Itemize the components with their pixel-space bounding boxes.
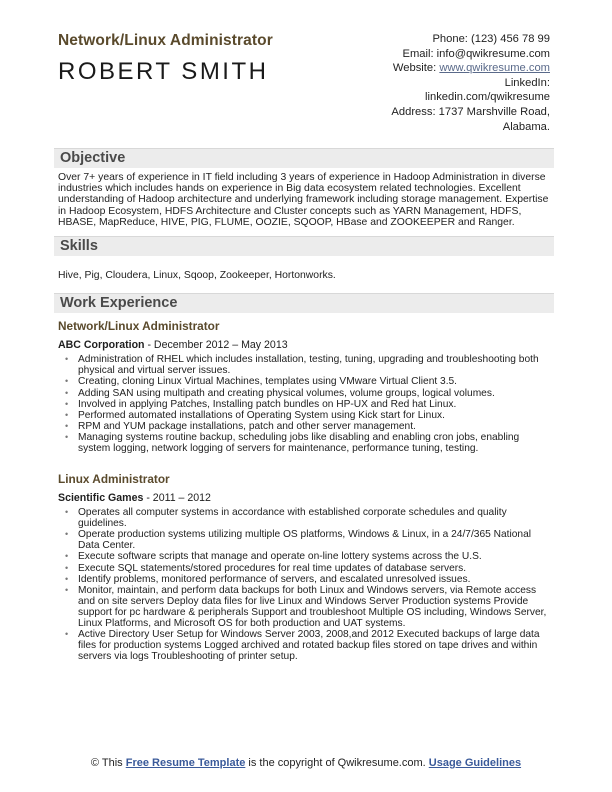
duty-text: Monitor, maintain, and perform data backups for both Linux and Windows servers, via Remote access and on site servers Deploy data files for live Linux and Windows Server Production systems Provide support for pc hardware & peripherals Support and troubleshoot Multiple OS including, Windows Server, Linux Platforms, and Microsoft OS for both production and UAT systems. bbox=[78, 584, 547, 629]
bullet-icon: • bbox=[65, 529, 69, 540]
free-resume-template-link[interactable]: Free Resume Template bbox=[125, 757, 246, 769]
duty-item bbox=[65, 573, 554, 585]
bullet-icon: • bbox=[65, 584, 69, 595]
contact-phone: Phone: (123) 456 78 99 bbox=[432, 33, 550, 45]
contact-linkedin-url[interactable]: linkedin.com/qwikresume bbox=[425, 91, 550, 104]
bullet-icon: • bbox=[65, 387, 69, 398]
company-line bbox=[58, 492, 554, 504]
objective-heading: Objective bbox=[54, 148, 554, 168]
objective-text: Over 7+ years of experience in IT field including 3 years of experience in Hadoop Administration in diverse industries which includes hands on experience in Big data ecosystem related technologies. Excellent understanding of Hadoop architecture and underlying framework including storage management. Expertise in Hadoop Ecosystem, HDFS Architecture and Cluster concepts such as YARN Management, HDFS, HBASE, MapReduce, HIVE, PIG, FLUME, OOZIE, SQOOP, HBase and ZOOKEEPER and Ranger. bbox=[58, 172, 549, 228]
employment-dates: - December 2012 – May 2013 bbox=[144, 339, 288, 352]
footer-middle: is the copyright of Qwikresume.com. bbox=[245, 757, 429, 769]
employment-dates: - 2011 – 2012 bbox=[143, 492, 211, 505]
skills-section bbox=[58, 236, 554, 281]
duty-text: RPM and YUM package installations, patch and other server management. bbox=[78, 420, 416, 432]
bullet-icon: • bbox=[65, 629, 69, 640]
duty-list bbox=[58, 507, 554, 662]
bullet-icon: • bbox=[65, 354, 69, 365]
duty-item bbox=[65, 409, 554, 421]
contact-block bbox=[340, 32, 550, 134]
website-label: Website: bbox=[392, 62, 440, 75]
duty-item bbox=[65, 529, 554, 552]
resume-page bbox=[58, 30, 554, 662]
company-name: Scientific Games bbox=[58, 492, 144, 505]
contact-linkedin-label: LinkedIn: bbox=[504, 76, 550, 89]
duty-text: Administration of RHEL which includes installation, testing, tuning, upgrading and troubleshooting both physical and virtual server issues. bbox=[78, 354, 539, 377]
job-entry bbox=[58, 319, 554, 454]
website-link[interactable]: www.qwikresume.com bbox=[439, 62, 550, 75]
bullet-icon: • bbox=[65, 562, 69, 573]
bullet-icon: • bbox=[65, 573, 69, 584]
bullet-icon: • bbox=[65, 409, 69, 420]
duty-item bbox=[65, 354, 554, 377]
duty-text: Managing systems routine backup, scheduling jobs like disabling and enabling cron jobs, enabling system logging, network logging of servers for maintenance, performance tuning, testing. bbox=[78, 431, 520, 454]
job-entry bbox=[58, 472, 554, 662]
company-line bbox=[58, 339, 554, 351]
skills-heading: Skills bbox=[54, 236, 554, 256]
duty-item bbox=[65, 562, 554, 574]
objective-section bbox=[58, 148, 554, 228]
usage-guidelines-link[interactable]: Usage Guidelines bbox=[428, 757, 522, 769]
bullet-icon: • bbox=[65, 376, 69, 387]
duty-text: Adding SAN using multipath and creating physical volumes, volume groups, logical volumes. bbox=[78, 387, 495, 399]
duty-text: Creating, cloning Linux Virtual Machines, templates using VMware Virtual Client 3.5. bbox=[78, 376, 458, 388]
duty-text: Performed automated installations of Operating System using Kick start for Linux. bbox=[78, 409, 445, 421]
work-experience-section bbox=[58, 293, 554, 662]
copyright-footer bbox=[58, 757, 554, 770]
duty-text: Operate production systems utilizing multiple OS platforms, Windows & Linux, in a 24/7/365 National Data Center. bbox=[78, 529, 531, 552]
work-experience-heading: Work Experience bbox=[54, 293, 554, 313]
role-title: Linux Administrator bbox=[58, 472, 170, 487]
company-name: ABC Corporation bbox=[58, 339, 145, 352]
duty-text: Operates all computer systems in accordance with established corporate schedules and quality guidelines. bbox=[78, 507, 507, 530]
role-title: Network/Linux Administrator bbox=[58, 319, 220, 334]
job-title: Network/Linux Administrator bbox=[58, 32, 273, 49]
duty-item bbox=[65, 584, 554, 629]
duty-list bbox=[58, 354, 554, 454]
footer-prefix: © This bbox=[90, 757, 126, 769]
contact-address: Address: 1737 Marshville Road, bbox=[391, 105, 550, 118]
duty-text: Active Directory User Setup for Windows Server 2003, 2008,and 2012 Executed backups of large data files for production systems Logged archived and rotated backup files stored on tape drives and within servers via logs Troubleshooting of printer setup. bbox=[78, 629, 540, 663]
contact-address-state: Alabama. bbox=[502, 120, 550, 133]
duty-item bbox=[65, 376, 554, 388]
candidate-name: ROBERT SMITH bbox=[58, 58, 269, 85]
duty-item bbox=[65, 387, 554, 399]
bullet-icon: • bbox=[65, 507, 69, 518]
duty-item bbox=[65, 507, 554, 530]
duty-item bbox=[65, 551, 554, 563]
duty-item bbox=[65, 431, 554, 454]
duty-item bbox=[65, 420, 554, 432]
bullet-icon: • bbox=[65, 431, 69, 442]
duty-item bbox=[65, 629, 554, 663]
skills-text: Hive, Pig, Cloudera, Linux, Sqoop, Zookeeper, Hortonworks. bbox=[58, 270, 336, 282]
duty-text: Involved in applying Patches, Installing patch bundles on HP-UX and Red hat Linux. bbox=[78, 398, 457, 410]
duty-item bbox=[65, 398, 554, 410]
contact-email: Email: info@qwikresume.com bbox=[402, 47, 550, 60]
bullet-icon: • bbox=[65, 551, 69, 562]
duty-text: Execute software scripts that manage and operate on-line lottery systems across the U.S. bbox=[78, 551, 482, 563]
duty-text: Execute SQL statements/stored procedures for real time updates of database servers. bbox=[78, 562, 467, 574]
bullet-icon: • bbox=[65, 398, 69, 409]
bullet-icon: • bbox=[65, 420, 69, 431]
resume-header bbox=[58, 32, 554, 132]
duty-text: Identify problems, monitored performance of servers, and escalated unresolved issues. bbox=[78, 573, 471, 585]
contact-website bbox=[340, 61, 550, 76]
